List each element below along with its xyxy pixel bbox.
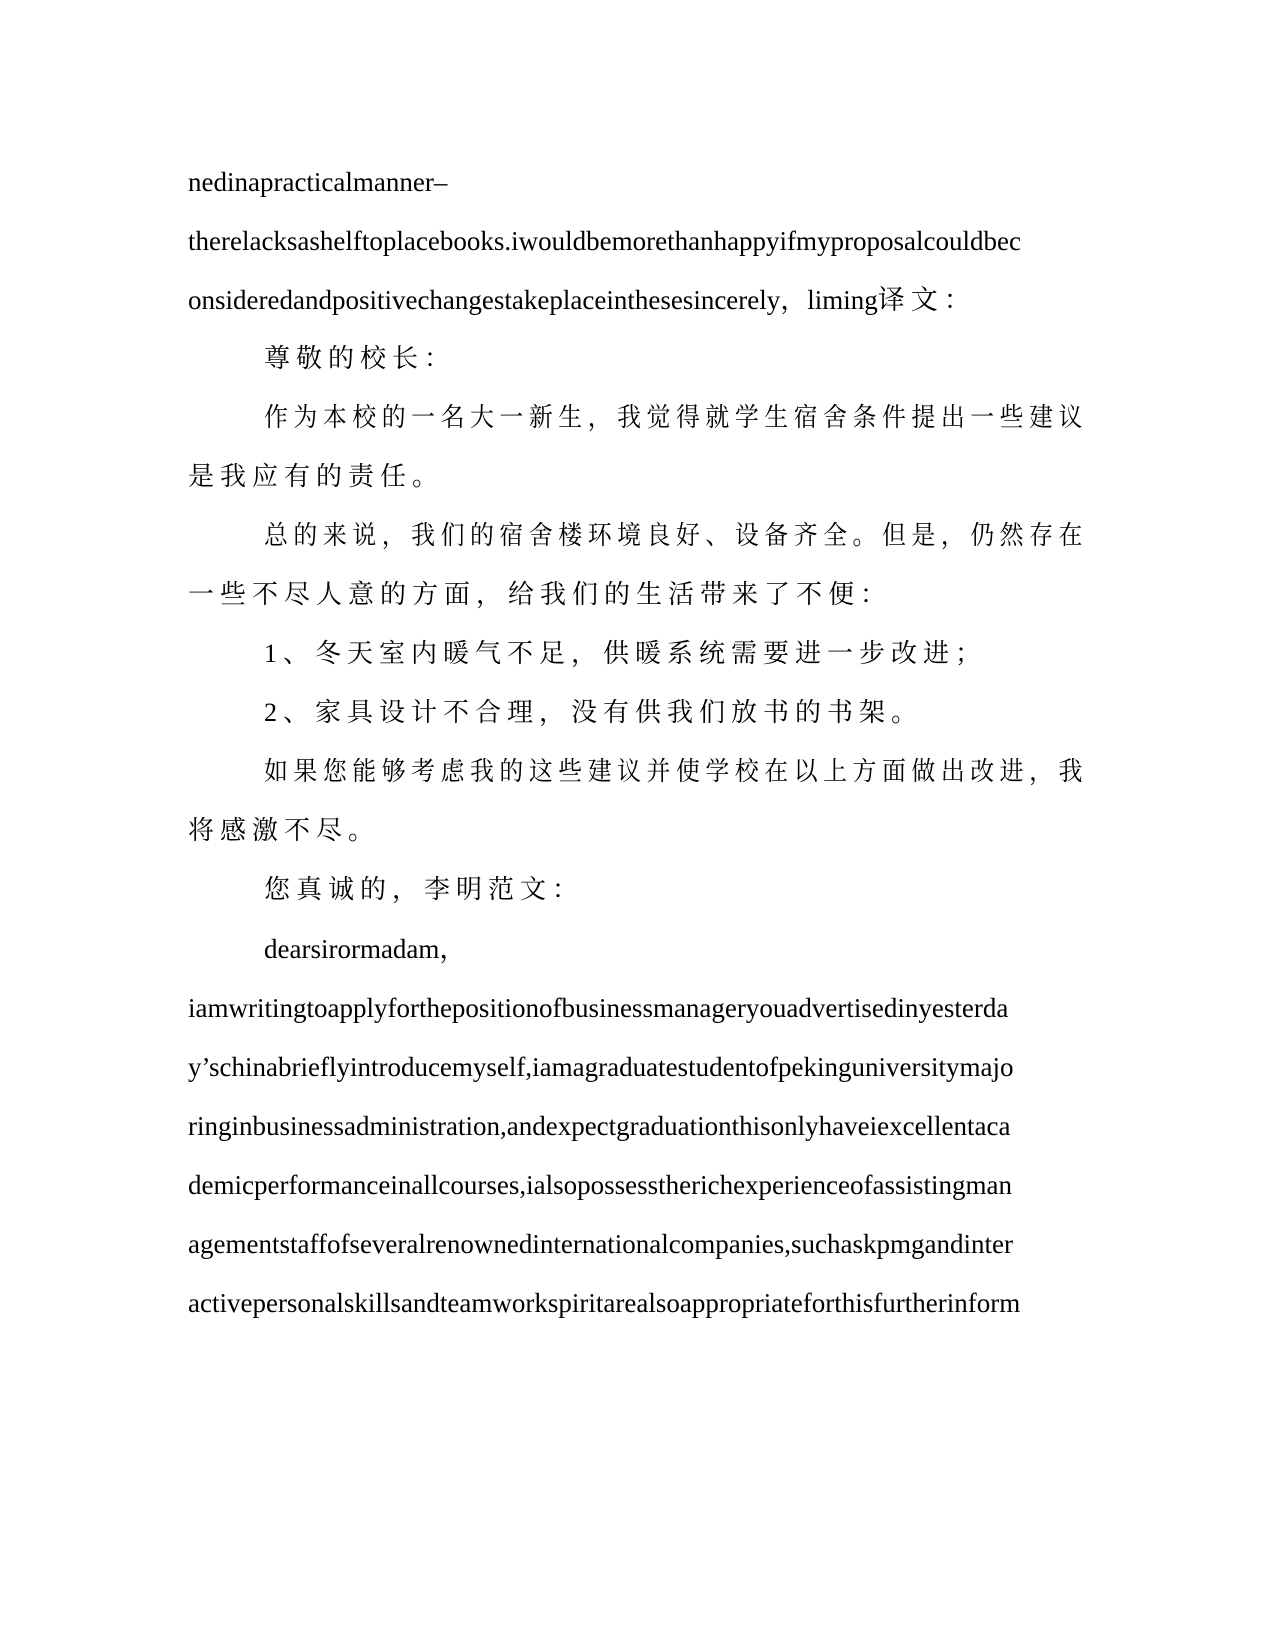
text-line-content: 总的来说，我们的宿舍楼环境良好、设备齐全。但是，仍然存在 <box>264 521 1088 550</box>
text-line-content: activepersonalskillsandteamworkspiritarealsoappropriateforthisfurtherinform <box>188 1288 1021 1318</box>
paragraph-line <box>264 752 1092 792</box>
text-line-content: 1、冬天室内暖气不足，供暖系统需要进一步改进； <box>264 639 988 668</box>
text-line <box>188 1283 1088 1323</box>
paragraph-line <box>188 457 1088 497</box>
text-line-content: 一些不尽人意的方面，给我们的生活带来了不便： <box>188 580 893 609</box>
text-line <box>188 988 1088 1028</box>
closing-line <box>264 870 1164 910</box>
paragraph-line <box>264 516 1092 556</box>
text-line-suffix: 译文： <box>877 285 977 315</box>
text-line <box>188 1106 1088 1146</box>
text-line <box>188 221 1088 261</box>
text-line-content: 您真诚的，李明范文： <box>264 875 585 904</box>
text-line-content: onsideredandpositivechangestakeplaceinthesesincerely，liming <box>188 285 878 315</box>
text-line-content: nedinapracticalmanner– <box>188 167 448 197</box>
text-line <box>188 162 1088 202</box>
text-line-content: 作为本校的一名大一新生，我觉得就学生宿舍条件提出一些建议 <box>264 403 1088 432</box>
text-line-content: ringinbusinessadministration,andexpectgraduationthisonlyhaveiexcellentaca <box>188 1111 1011 1141</box>
text-line-content: y’schinabrieflyintroducemyself,iamagraduatestudentofpekinguniversitymajo <box>188 1052 1014 1082</box>
salutation <box>264 929 1164 969</box>
text-line-content: agementstaffofseveralrenownedinternationalcompanies,suchaskpmgandinter <box>188 1229 1013 1259</box>
text-line <box>188 1224 1088 1264</box>
text-line <box>188 280 1088 320</box>
paragraph-line <box>188 575 1088 615</box>
text-line-content: therelacksashelftoplacebooks.iwouldbemorethanhappyifmyproposalcouldbec <box>188 226 1021 256</box>
text-line-content: iamwritingtoapplyforthepositionofbusinessmanageryouadvertisedinyesterda <box>188 993 1009 1023</box>
paragraph-line <box>264 398 1092 438</box>
list-item <box>264 634 1164 674</box>
text-line-content: dearsirormadam， <box>264 934 467 964</box>
text-line-content: 如果您能够考虑我的这些建议并使学校在以上方面做出改进，我 <box>264 757 1088 786</box>
text-line-content: 是我应有的责任。 <box>188 462 445 491</box>
list-item <box>264 693 1164 733</box>
paragraph-line <box>188 811 1088 851</box>
text-line-content: demicperformanceinallcourses,ialsopossesstherichexperienceofassistingman <box>188 1170 1012 1200</box>
text-line <box>188 1165 1088 1205</box>
text-line-content: 尊敬的校长： <box>264 344 457 373</box>
salutation <box>264 339 1164 379</box>
text-line <box>188 1047 1088 1087</box>
text-line-content: 将感激不尽。 <box>188 816 381 845</box>
text-line-content: 2、家具设计不合理，没有供我们放书的书架。 <box>264 698 924 727</box>
